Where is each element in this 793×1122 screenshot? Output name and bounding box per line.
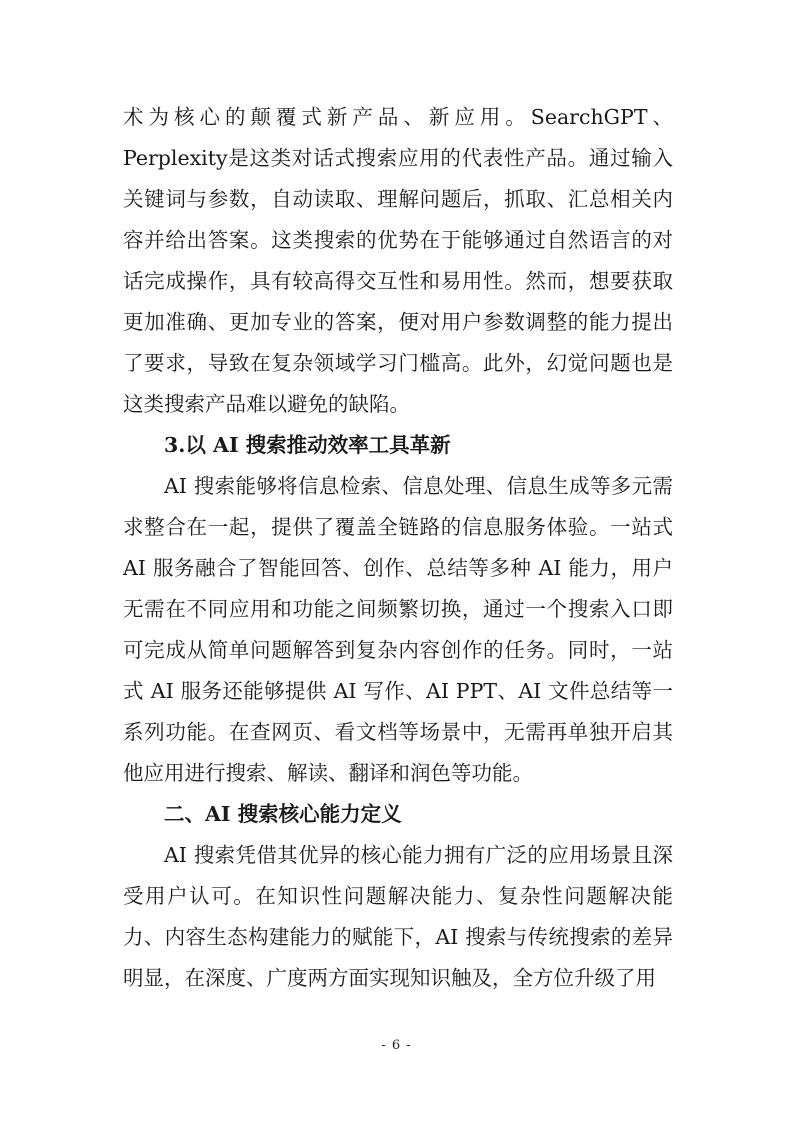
section-heading-3: 3.以 AI 搜索推动效率工具革新 — [164, 433, 451, 457]
paragraph-continuation: 术为核心的颠覆式新产品、新应用。SearchGPT、Perplexity是这类对话式搜索应用的代表性产品。通过输入关键词与参数，自动读取、理解问题后，抓取、汇总相关内容并给出答案。这类搜索的优势在于能够通过自然语言的对话完成操作，具有较高得交互性和易用性。然而，想要获取更加准确、更加专业的答案，便对用户参数调整的能力提出了要求，导致在复杂领域学习门槛高。此外，幻觉问题也是这类搜索产品难以避免的缺陷。 — [123, 105, 673, 416]
paragraph-efficiency-tools: AI 搜索能够将信息检索、信息处理、信息生成等多元需求整合在一起，提供了覆盖全链路的信息服务体验。一站式 AI 服务融合了智能回答、创作、总结等多种 AI 能力，用户无需在不同应用和功能之间频繁切换，通过一个搜索入口即可完成从简单问题解答到复杂内容创作的任务。同时，一站式 AI 服务还能够提供 AI 写作、AI PPT、AI 文件总结等一系列功能。在查网页、看文档等场景中，无需再单独开启其他应用进行搜索、解读、翻译和润色等功能。 — [123, 474, 673, 785]
page-number: - 6 - — [381, 1038, 412, 1053]
paragraph-core-capabilities: AI 搜索凭借其优异的核心能力拥有广泛的应用场景且深受用户认可。在知识性问题解决能力、复杂性问题解决能力、内容生态构建能力的赋能下，AI 搜索与传统搜索的差异明显，在深度、广度两方面实现知识触及，全方位升级了用 — [123, 843, 673, 990]
page-body — [123, 97, 673, 999]
chapter-heading-2: 二、AI 搜索核心能力定义 — [164, 802, 402, 826]
